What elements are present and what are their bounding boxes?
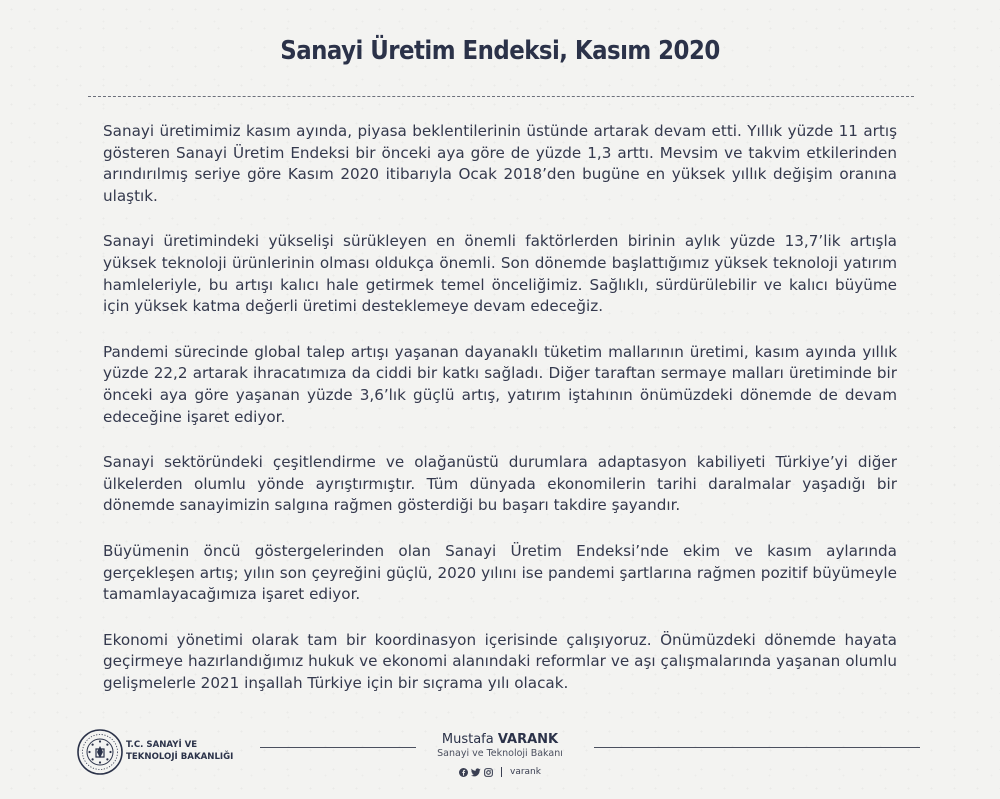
statement-body <box>103 121 897 718</box>
paragraph-4: Sanayi sektöründeki çeşitlendirme ve olağanüstü durumlara adaptasyon kabiliyeti Türkiye’yi diğer ülkelerden olumlu yönde ayrıştırmıştır. Tüm dünyada ekonomilerin tarihi daralmalar yaşadığı bir dönemde sanayimizin salgına rağmen gösterdiği bu başarı takdire şayandır. <box>103 453 897 515</box>
footer-divider-right <box>594 747 920 748</box>
instagram-icon[interactable] <box>484 768 493 777</box>
paragraph-2: Sanayi üretimindeki yükselişi sürükleyen en önemli faktörlerden birinin aylık yüzde 13,7’lik artışla yüksek teknoloji ürünlerinin olması oldukça önemli. Son dönemde başlattığımız yüksek teknoloji yatırım hamleleriyle, bu artışı kalıcı hale getirmek temel önceliğimiz. Sağlıklı, sürdürülebilir ve kalıcı büyüme için yüksek katma değerli üretimi desteklemeye devam edeceğiz. <box>103 232 897 316</box>
twitter-icon[interactable] <box>471 768 481 777</box>
ministry-seal-icon <box>76 728 124 776</box>
signature-name <box>420 732 580 747</box>
signature-last-name: VARANK <box>497 732 559 747</box>
paragraph-6: Ekonomi yönetimi olarak tam bir koordinasyon içerisinde çalışıyoruz. Önümüzdeki dönemde hayata geçirmeye hazırlandığımız hukuk ve ekonomi alanındaki reformlar ve aşı çalışmalarında yaşanan olumlu gelişmelerle 2021 inşallah Türkiye için bir sıçrama yılı olacak. <box>103 630 897 692</box>
social-separator <box>501 767 502 777</box>
social-links <box>420 767 580 777</box>
footer-divider-left <box>260 747 416 748</box>
signature-first-name: Mustafa <box>441 732 498 747</box>
signature-role: Sanayi ve Teknoloji Bakanı <box>437 748 563 759</box>
signature-block <box>420 732 580 777</box>
ministry-name: T.C. SANAYİ VE TEKNOLOJİ BAKANLIĞI <box>126 740 234 762</box>
paragraph-3: Pandemi sürecinde global talep artışı yaşanan dayanaklı tüketim mallarının üretimi, kasım ayında yıllık yüzde 22,2 artarak ihracatımıza da ciddi bir katkı sağladı. Diğer taraftan sermaye malları üretiminde bir önceki aya göre yaşanan yüzde 3,6’lık güçlü artış, yatırım iştahının önümüzdeki dönemde de devam edeceğine işaret ediyor. <box>103 342 897 426</box>
social-handle[interactable]: varank <box>510 767 541 777</box>
paragraph-1: Sanayi üretimimiz kasım ayında, piyasa beklentilerinin üstünde artarak devam etti. Yıllık yüzde 11 artış gösteren Sanayi Üretim Endeksi bir önceki aya göre de yüzde 1,3 arttı. Mevsim ve takvim etkilerinden arındırılmış seriye göre Kasım 2020 itibarıyla Ocak 2018’den bugüne en yüksek yıllık değişim oranına ulaştık. <box>103 122 897 205</box>
ministry-logo <box>76 728 236 778</box>
title-divider <box>88 96 914 97</box>
paragraph-5: Büyümenin öncü göstergelerinden olan Sanayi Üretim Endeksi’nde ekim ve kasım aylarında gerçekleşen artış; yılın son çeyreğini güçlü, 2020 yılını ise pandemi şartlarına rağmen pozitif büyümeyle tamamlayacağımıza işaret ediyor. <box>103 541 897 604</box>
page-title: Sanayi Üretim Endeksi, Kasım 2020 <box>280 36 720 66</box>
facebook-icon[interactable] <box>459 768 468 777</box>
